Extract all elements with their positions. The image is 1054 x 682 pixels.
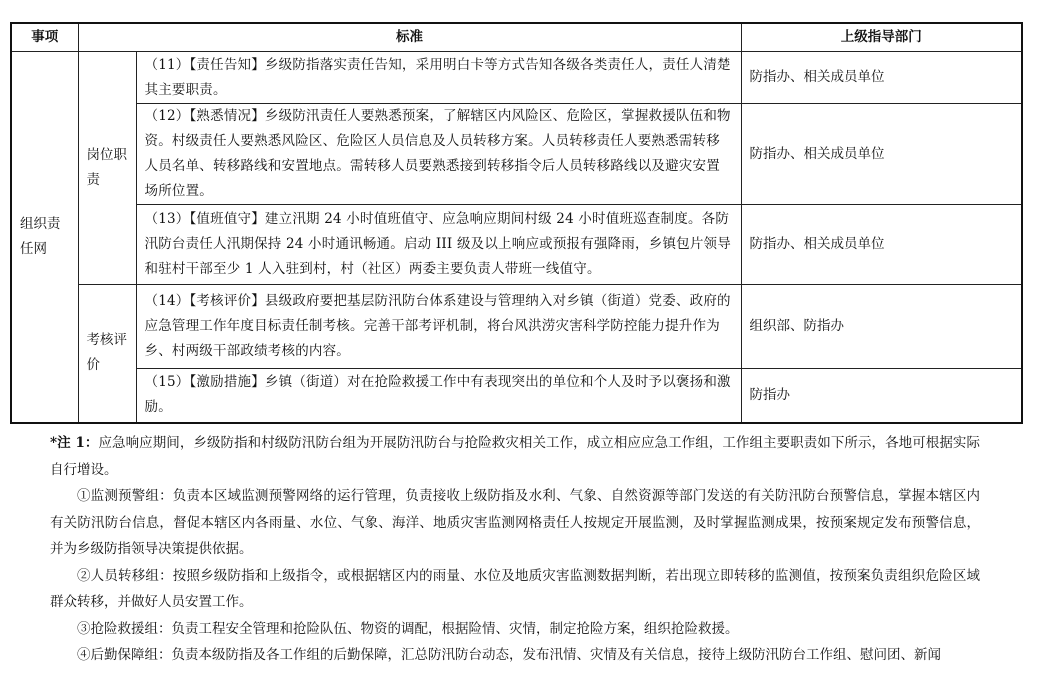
note-item-evacuation: ②人员转移组：按照乡级防指和上级指令，或根据辖区内的雨量、水位及地质灾害监测数据判断，若出现立即转移的监测值，按预案负责组织危险区域群众转移，并做好人员安置工作。 (50, 567, 980, 610)
standard-cell: （11）【责任告知】乡级防指落实责任告知，采用明白卡等方式告知各级各类责任人，责任人清楚其主要职责。 (136, 52, 741, 104)
note-item-logistics: ④后勤保障组：负责本级防指及各工作组的后勤保障，汇总防汛防台动态，发布汛情、灾情及有关信息，接待上级防汛防台工作组、慰问团、新闻 (77, 647, 941, 663)
department-cell: 防指办、相关成员单位 (741, 52, 1022, 104)
standard-cell: （13）【值班值守】建立汛期 24 小时值班值守、应急响应期间村级 24 小时值班巡查制度。各防汛防台责任人汛期保持 24 小时通讯畅通。启动 III 级及以上响应或预报有强降雨，乡镇包片领导和驻村干部至少 1 人入驻到村，村（社区）两委主要负责人带班一线值守。 (136, 205, 741, 285)
header-item: 事项 (11, 23, 78, 52)
note-intro (50, 430, 980, 483)
department-cell: 防指办、相关成员单位 (741, 205, 1022, 285)
header-standard: 标准 (78, 23, 741, 52)
standard-cell: （15）【激励措施】乡镇（街道）对在抢险救援工作中有表现突出的单位和个人及时予以褒扬和激励。 (136, 369, 741, 423)
subgroup-cell: 考核评价 (78, 285, 136, 423)
table-row (11, 205, 1022, 285)
note-item-rescue: ③抢险救援组：负责工程安全管理和抢险队伍、物资的调配，根据险情、灾情，制定抢险方案，组织抢险救援。 (77, 620, 739, 637)
note-item-monitoring: ①监测预警组：负责本区域监测预警网络的运行管理，负责接收上级防指及水利、气象、自然资源等部门发送的有关防汛防台预警信息，掌握本辖区内有关防汛防台信息，督促本辖区内各雨量、水位、气象、海洋、地质灾害监测网格责任人按规定开展监测，及时掌握监测成果，按预案规定发布预警信息，并为乡级防指领导决策提供依据。 (50, 488, 980, 557)
note-head: *注 1： (50, 435, 99, 451)
table-row (11, 52, 1022, 104)
group-cell: 组织责任网 (11, 52, 78, 423)
table-row (11, 369, 1022, 423)
department-cell: 组织部、防指办 (741, 285, 1022, 369)
subgroup-cell: 岗位职责 (78, 52, 136, 285)
header-department: 上级指导部门 (741, 23, 1022, 52)
table-header-row (11, 23, 1022, 52)
table-row (11, 104, 1022, 205)
department-cell: 防指办、相关成员单位 (741, 104, 1022, 205)
table-row (11, 285, 1022, 369)
department-cell: 防指办 (741, 369, 1022, 423)
notes-section (50, 430, 980, 669)
standard-cell: （14）【考核评价】县级政府要把基层防汛防台体系建设与管理纳入对乡镇（街道）党委、政府的应急管理工作年度目标责任制考核。完善干部考评机制，将台风洪涝灾害科学防控能力提升作为乡、村两级干部政绩考核的内容。 (136, 285, 741, 369)
standard-cell: （12）【熟悉情况】乡级防汛责任人要熟悉预案，了解辖区内风险区、危险区，掌握救援队伍和物资。村级责任人要熟悉风险区、危险区人员信息及人员转移方案。人员转移责任人要熟悉需转移人员名单、转移路线和安置地点。需转移人员要熟悉接到转移指令后人员转移路线以及避灾安置场所位置。 (136, 104, 741, 205)
note-intro-text: 应急响应期间，乡级防指和村级防汛防台组为开展防汛防台与抢险救灾相关工作，成立相应应急工作组，工作组主要职责如下所示，各地可根据实际自行增设。 (50, 435, 980, 478)
responsibility-table (10, 22, 1023, 424)
